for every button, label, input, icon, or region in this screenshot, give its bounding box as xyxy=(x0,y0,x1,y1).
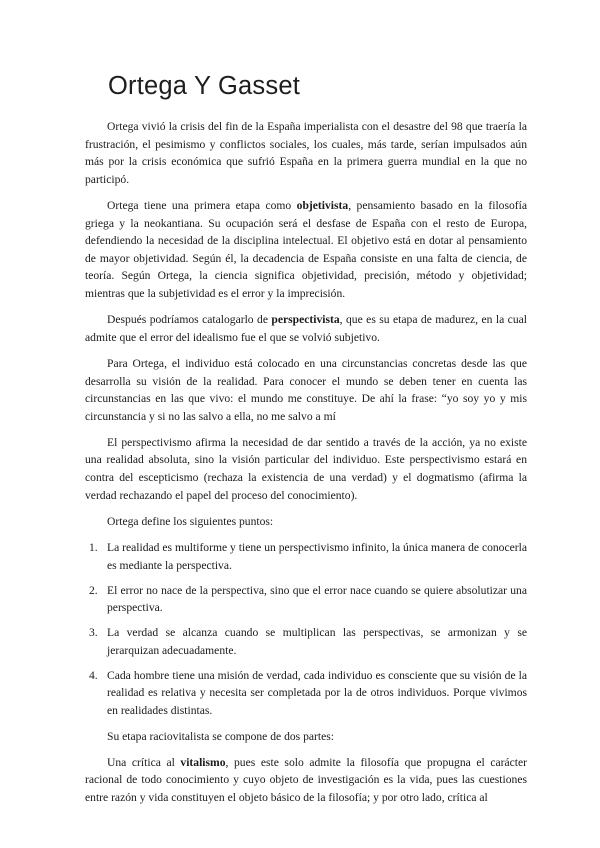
list-item xyxy=(85,624,527,659)
list-item-text: La realidad es multiforme y tiene un perspectivismo infinito, la única manera de conocerla es mediante la perspectiva. xyxy=(107,541,527,572)
paragraph-vitalismo xyxy=(85,754,527,807)
list-number: 2. xyxy=(89,583,98,597)
paragraph-objetivista xyxy=(85,197,527,303)
list-item xyxy=(85,582,527,617)
points-list xyxy=(85,539,527,720)
paragraph-circunstancias: Para Ortega, el individuo está colocado en una circunstancias concretas desde las que desarrolla su visión de la realidad. Para conocer el mundo se deben tener en cuenta las circunstancias en las que vivo: el mundo me constituye. De ahí la frase: “yo soy yo y mis circunstancia y si no las salvo a ella, no me salvo a mí xyxy=(85,356,527,423)
paragraph-text: , pensamiento basado en la filosofía griega y la neokantiana. Su ocupación será el desfase de España con el resto de Europa, defendiendo la necesidad de la disciplina intelectual. El objetivo está en dotar al pensamiento de mayor objetividad. Según él, la decadencia de España consiste en una falta de ciencia, de teoría. Según Ortega, la ciencia significa objetividad, precisión, método y objetividad; mientras que la subjetividad es el error y la imprecisión. xyxy=(85,198,527,300)
paragraph-raciovitalista: Su etapa raciovitalista se compone de dos partes: xyxy=(107,729,334,743)
document-body xyxy=(85,118,527,815)
paragraph-text: Después podríamos catalogarlo de xyxy=(107,313,272,327)
paragraph-text: Una crítica al xyxy=(107,755,181,769)
list-number: 4. xyxy=(89,668,98,682)
list-item xyxy=(85,539,527,574)
list-item-text: Cada hombre tiene una misión de verdad, cada individuo es consciente que su visión de la realidad es relativa y necesita ser completada por la de otros individuos. Porque vivimos en realidades distintas. xyxy=(107,668,527,717)
list-item xyxy=(85,667,527,720)
document-title: Ortega Y Gasset xyxy=(108,72,300,100)
list-item-text: El error no nace de la perspectiva, sino que el error nace cuando se quiere absolutizar una perspectiva. xyxy=(107,583,527,615)
bold-term-vitalismo: vitalismo xyxy=(180,755,226,769)
list-number: 3. xyxy=(89,626,98,640)
paragraph-text: , pues este solo admite la filosofía que propugna el carácter racional de todo conocimiento y cuyo objeto de investigación es la vida, pues las cuestiones entre razón y vida constituyen el objeto básico de la filosofía; y por otro lado, crítica al xyxy=(85,755,527,804)
bold-term-perspectivista: perspectivista xyxy=(271,313,340,327)
paragraph-text: Ortega tiene una primera etapa como xyxy=(107,198,297,212)
list-item-text: La verdad se alcanza cuando se multiplican las perspectivas, se armonizan y se jerarquizan adecuadamente. xyxy=(107,626,527,657)
paragraph-perspectivista xyxy=(85,311,527,346)
paragraph-puntos-intro: Ortega define los siguientes puntos: xyxy=(107,514,274,528)
paragraph-crisis: Ortega vivió la crisis del fin de la España imperialista con el desastre del 98 que traería la frustración, el pesimismo y conflictos sociales, los cuales, más tarde, serían impulsados aún más por la crisis económica que sufrió España en la primera guerra mundial en la que no participó. xyxy=(85,120,527,186)
paragraph-text: , que es su etapa de madurez, en la cual admite que el error del idealismo fue el que se volvió subjetivo. xyxy=(85,313,527,344)
bold-term-objetivista: objetivista xyxy=(296,198,349,212)
paragraph-perspectivismo: El perspectivismo afirma la necesidad de dar sentido a través de la acción, ya no existe una realidad absoluta, sino la visión particular del individuo. Este perspectivismo estará en contra del escepticismo (rechaza la existencia de una verdad) y el dogmatismo (afirma la verdad rechazando el papel del proceso del conocimiento). xyxy=(85,435,527,502)
list-number: 1. xyxy=(89,541,98,555)
